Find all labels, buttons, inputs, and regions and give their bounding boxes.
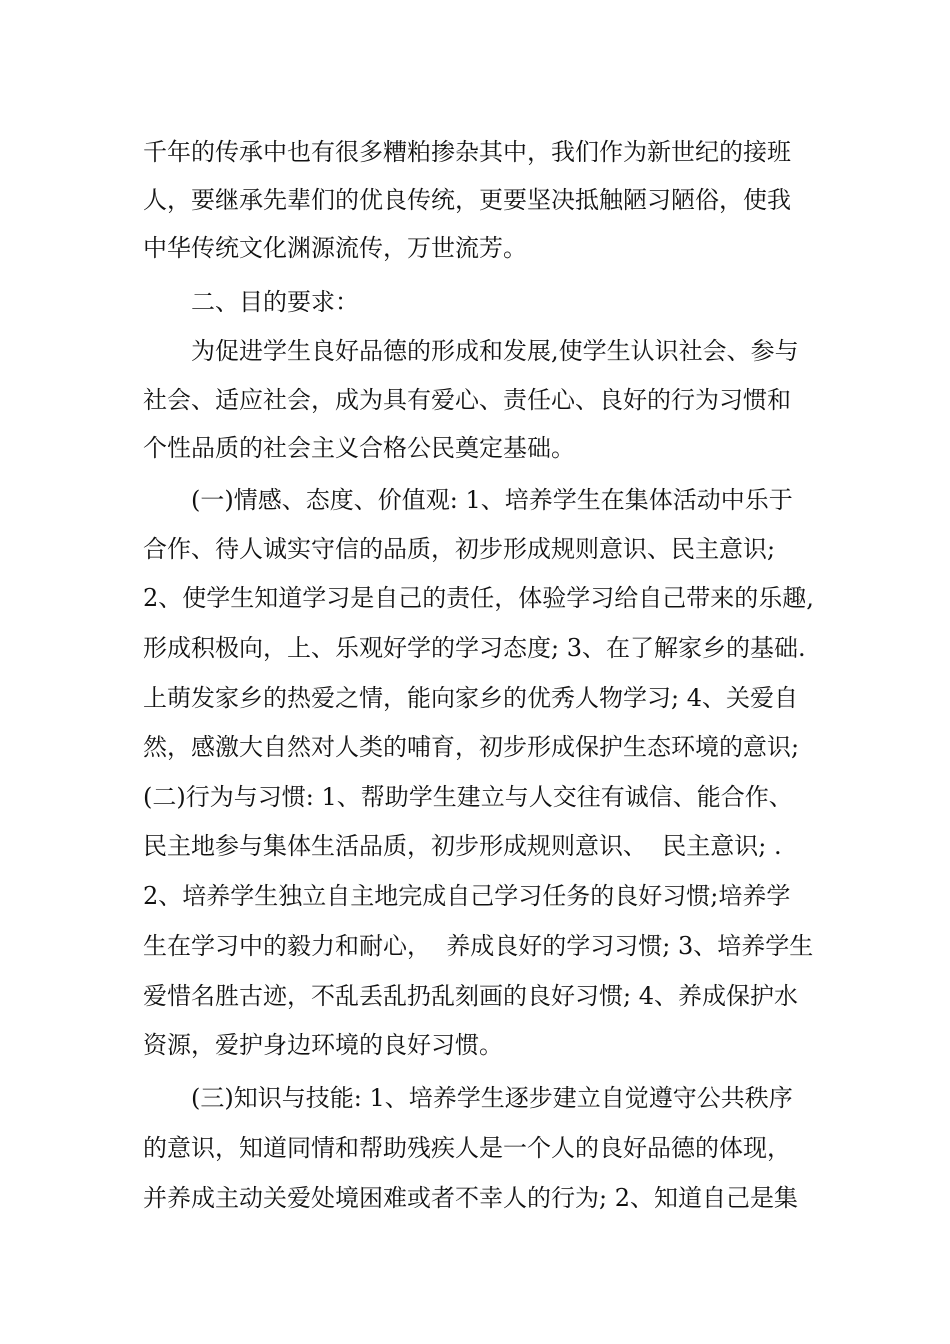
- text-line: 并养成主动关爱处境困难或者不幸人的行为; 2、知道自己是集: [143, 1184, 798, 1212]
- text-line: 合作、待人诚实守信的品质，初步形成规则意识、民主意识;: [143, 535, 776, 563]
- text-line: (二)行为与习惯: 1、帮助学生建立与人交往有诚信、能合作、: [143, 783, 793, 811]
- text-line: 上萌发家乡的热爱之情，能向家乡的优秀人物学习; 4、关爱自: [143, 684, 798, 712]
- text-line: 然，感激大自然对人类的哺育，初步形成保护生态环境的意识;: [143, 733, 800, 761]
- text-line: 民主地参与集体生活品质，初步形成规则意识、 民主意识; .: [143, 832, 782, 860]
- text-line: 2、使学生知道学习是自己的责任，体验学习给自己带来的乐趣,: [143, 584, 814, 612]
- section-heading: 二、目的要求：: [191, 288, 359, 316]
- text-line: 的意识，知道同情和帮助残疾人是一个人的良好品德的体现，: [143, 1134, 791, 1162]
- text-line: 资源，爱护身边环境的良好习惯。: [143, 1031, 503, 1059]
- paragraph-first-line: (一)情感、态度、价值观: 1、培养学生在集体活动中乐于: [191, 486, 793, 514]
- text-line: 社会、适应社会，成为具有爱心、责任心、良好的行为习惯和: [143, 386, 791, 414]
- text-line: 爱惜名胜古迹，不乱丢乱扔乱刻画的良好习惯; 4、养成保护水: [143, 982, 798, 1010]
- text-line: 形成积极向，上、乐观好学的学习态度; 3、在了解家乡的基础.: [143, 634, 806, 662]
- text-line: 中华传统文化渊源流传，万世流芳。: [143, 234, 527, 262]
- text-line: 个性品质的社会主义合格公民奠定基础。: [143, 434, 575, 462]
- paragraph-first-line: (三)知识与技能: 1、培养学生逐步建立自觉遵守公共秩序: [191, 1084, 793, 1112]
- paragraph-first-line: 为促进学生良好品德的形成和发展,使学生认识社会、参与: [191, 337, 799, 365]
- text-line: 生在学习中的毅力和耐心， 养成良好的学习习惯; 3、培养学生: [143, 932, 814, 960]
- text-line: 千年的传承中也有很多糟粕掺杂其中，我们作为新世纪的接班: [143, 138, 791, 166]
- text-line: 2、培养学生独立自主地完成自己学习任务的良好习惯;培养学: [143, 882, 791, 910]
- text-line: 人，要继承先辈们的优良传统，更要坚决抵触陋习陋俗，使我: [143, 186, 791, 214]
